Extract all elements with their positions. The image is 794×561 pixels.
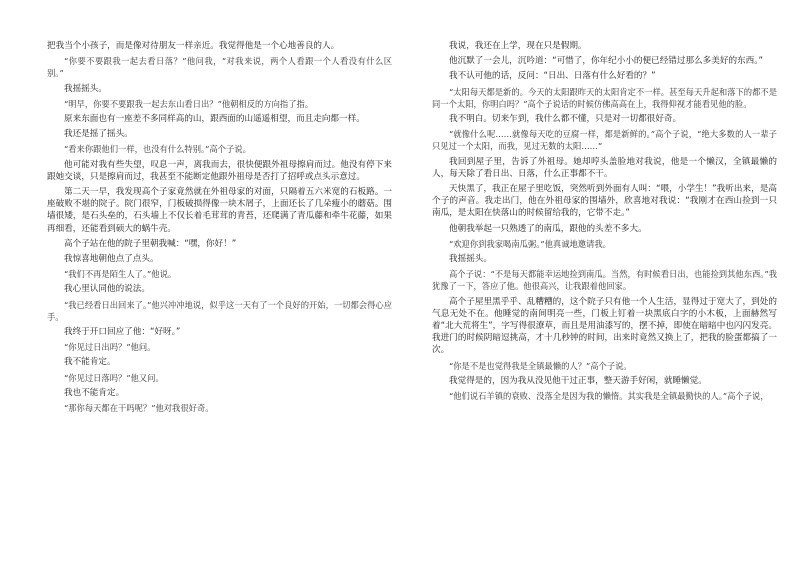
paragraph: 原来东面也有一座差不多同样高的山，跟西面的山遥遥相望，而且走向都一样。 (64, 114, 365, 125)
paragraph: 把我当个小孩子，而是像对待朋友一样亲近。我觉得他是一个心地善良的人。 (47, 41, 340, 51)
paragraph: “就像什么呢……就像每天吃的豆腐一样，都是新鲜的。”高个子说，“绝大多数的人一辈子只见过一个太阳，而我，见过无数的太阳……” (432, 129, 777, 152)
paragraph: “我已经看日出回来了。”他兴冲冲地说，似乎这一天有了一个良好的开始，一切都会得心应手。 (47, 299, 392, 322)
paragraph: 我心里认同他的说法。 (64, 284, 150, 295)
paragraph: 他可能对我有些失望，叹息一声，离我而去，很快便跟外祖母擦肩而过。他没有停下来跟她交谈，只是擦肩而过，我甚至不能断定他跟外祖母是否打了招呼或点头示意过。 (47, 159, 392, 182)
paragraph: 我不能肯定。 (64, 357, 116, 368)
paragraph: 高个子站在他的院子里朝我喊：“嘿，你好！” (64, 238, 237, 249)
left-text-column (47, 40, 392, 555)
paragraph: 我摇摇头。 (449, 254, 492, 265)
paragraph: “你见过日出吗？”他问。 (64, 342, 156, 353)
paragraph: “你见过日落吗？”他又问。 (64, 372, 164, 383)
paragraph: “他们说石羊镇的衰败、没落全是因为我的懒惰。其实我是全镇最勤快的人。”高个子说， (449, 391, 769, 402)
paragraph: 我不认可他的话，反问：“日出、日落有什么好看的？” (449, 71, 656, 82)
paragraph: 我不明白。切来乍到，我什么都不懂，只是对一切都很好奇。 (449, 114, 682, 125)
paragraph: 我回到屋子里，告诉了外祖母。她却哼头盖脸地对我说，他是一个懒汉，全镇最懒的人，每天除了看日出、日落，什么正事都不干。 (432, 156, 777, 179)
paragraph: 高个子说：“不是每天都能幸运地捡到南瓜。当然，有时候看日出，也能捡到其他东西。”我犹豫了一下，答应了他。他很高兴，让我跟着他回家。 (432, 269, 777, 292)
paragraph: 我摇摇头。 (64, 83, 107, 94)
right-text-column (432, 40, 777, 555)
paragraph: 他沉默了一会儿，沉吟道：“可惜了，你年纪小小的便已经错过那么多美好的东西。” (449, 56, 763, 67)
paragraph: 高个子屋里黑乎乎、乱糟糟的，这个院子只有他一个人生活，显得过于宽大了，到处的气息无处不在。他睡觉的南间明亮一些，门板上钉着一块黑底白字的小木板，上面赫然写着“北大荒将生”，字写得很潦草，而且是用油漆写的，摆不掉，即使在暗暗中也闪闪发亮。我进门的时候阴暗逗挑高，才十几秒钟的时间，出来时竟然又换上了，把我的脸蛋都搞了一次。 (432, 296, 777, 356)
paragraph: “你要不要跟我一起去看日落？”他问我，“对我来说，两个人看跟一个人看没有什么区别。” (47, 56, 392, 79)
paragraph: 天快黑了，我正在屋子里吃饭，突然听到外面有人叫：“喂，小学生！”我听出来，是高个子的声音。我走出门，他在外祖母家的围墙外，欣喜地对我说：“我刚才在西山捡到一只南瓜，是太阳在快落山的时候留给我的，它带不走。” (432, 184, 777, 219)
paragraph: 他朝我举起一只熟透了的南瓜，跟他的头差不多大。 (449, 223, 647, 234)
paragraph: “明早，你要不要跟我一起去东山看日出？”他朝相反的方向指了指。 (64, 98, 314, 109)
paragraph: 我惊喜地朝他点了点头。 (64, 254, 159, 265)
paragraph: “看来你跟他们一样，也没有什么特别。”高个子说。 (64, 144, 251, 155)
paragraph: “欢迎你到我家喝南瓜粥。”他真诚地邀请我。 (449, 238, 611, 249)
paragraph: 我说，我还在上学，现在只是假期。 (449, 41, 587, 51)
paragraph: 第二天一早，我发现高个子家竟然就在外祖母家的对面，只隔着五六米宽的石板路。一座破败不堪的院子。院门很窄，门板破损得像一块木屑子，上面还长了几朵瘦小的蘑菇。围墙很矮，是石头垒的，石头墙上不仅长着毛茸茸的青苔，还爬满了青瓜藤和牵牛花藤，如果再细看，还能看到硕大的蜗牛壳。 (47, 187, 392, 234)
paragraph: 我还是摇了摇头。 (64, 129, 133, 140)
paragraph: 我终于开口回应了他：“好呀。” (64, 327, 181, 338)
paragraph: “太阳每天都是新的。今天的太阳跟昨天的太阳肯定不一样。甚至每天升起和落下的都不是同一个太阳，你明白吗？”高个子说话的时候仿佛高高在上，我得仰视才能看见他的脸。 (432, 86, 777, 109)
paragraph: 我觉得是的，因为我从没见他干过正事，整天游手好闲，就睡懒觉。 (449, 375, 707, 386)
paragraph: “你是不是也觉得我是全镇最懒的人？”高个子说。 (449, 360, 632, 371)
paragraph: “那你每天都在干吗呢？”他对我很好奇。 (64, 403, 214, 414)
paragraph: 我也不能肯定。 (64, 387, 125, 398)
paragraph: “我们不再是陌生人了。”他说。 (64, 269, 177, 280)
